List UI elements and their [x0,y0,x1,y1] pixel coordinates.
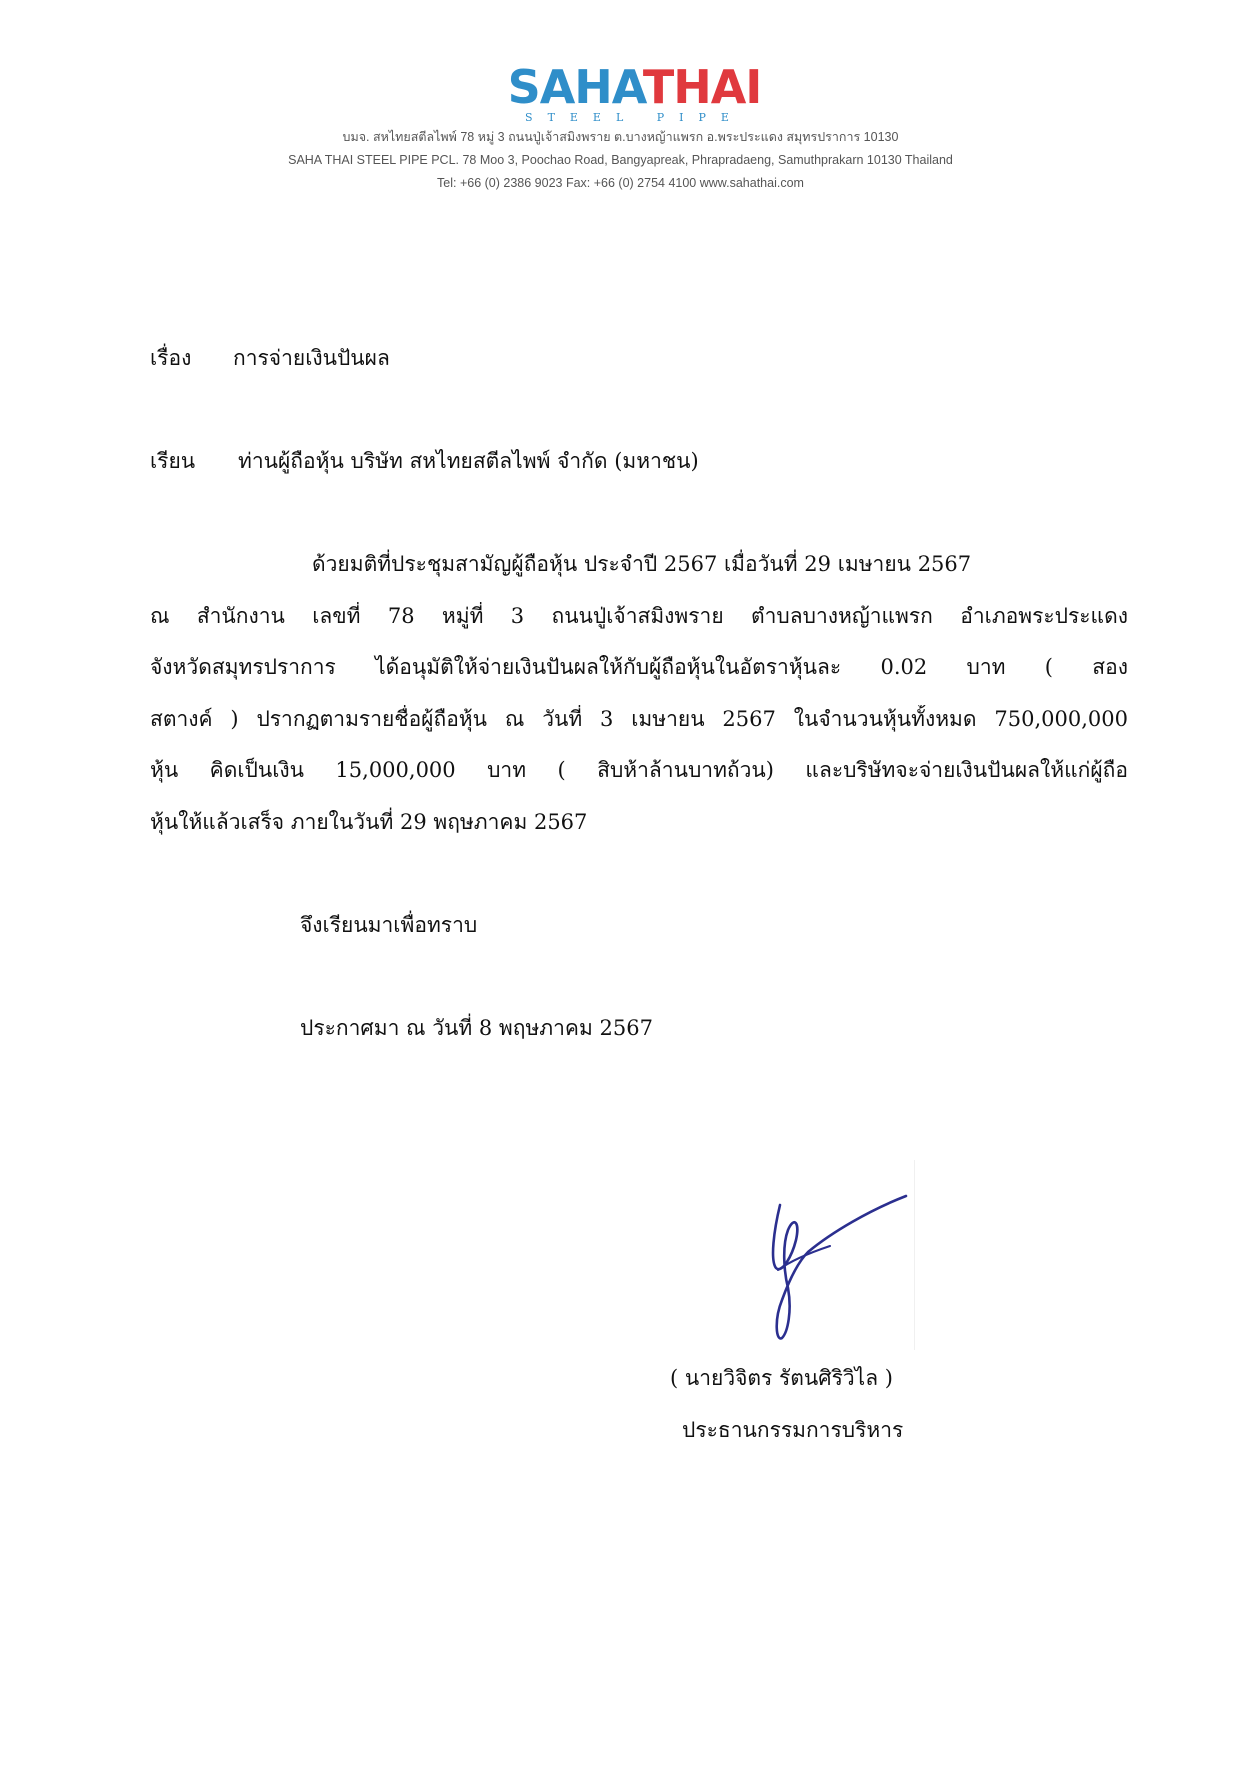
body-line: ณ สำนักงาน เลขที่ 78 หมู่ที่ 3 ถนนปู่เจ้าสมิงพราย ตำบลบางหญ้าแพรก อำเภอพระประแดง [150,604,1128,628]
contact-line: Tel: +66 (0) 2386 9023 Fax: +66 (0) 2754 4100 www.sahathai.com [437,176,804,190]
subject-text: การจ่ายเงินปันผล [233,346,390,370]
recipient-label: เรียน [150,449,196,473]
body-line: จังหวัดสมุทรปราการ ได้อนุมัติให้จ่ายเงินปันผลให้กับผู้ถือหุ้นในอัตราหุ้นละ 0.02 บาท ( สอง [150,655,1128,679]
closing-text: จึงเรียนมาเพื่อทราบ [300,913,478,937]
company-logo [485,60,785,126]
logo-wordmark [485,60,785,114]
body-line: สตางค์ ) ปรากฏตามรายชื่อผู้ถือหุ้น ณ วันที่ 3 เมษายน 2567 ในจำนวนหุ้นทั้งหมด 750,000,000 [150,707,1128,731]
signatory-title: ประธานกรรมการบริหาร [682,1418,904,1442]
body-line: หุ้นให้แล้วเสร็จ ภายในวันที่ 29 พฤษภาคม 2567 [150,810,588,834]
address-thai: บมจ. สหไทยสตีลไพพ์ 78 หมู่ 3 ถนนปู่เจ้าสมิงพราย ต.บางหญ้าแพรก อ.พระประแดง สมุทรปราการ 10130 [342,130,899,144]
letterhead [0,60,1241,195]
handwritten-signature [752,1160,914,1350]
body-line: หุ้น คิดเป็นเงิน 15,000,000 บาท ( สิบห้าล้านบาทถ้วน) และบริษัทจะจ่ายเงินปันผลให้แก่ผู้ถือ [150,758,1128,782]
signatory-name: ( นายวิจิตร รัตนศิริวิไล ) [670,1366,893,1390]
signature-image [752,1160,915,1350]
announcement-date: ประกาศมา ณ วันที่ 8 พฤษภาคม 2567 [300,1016,653,1040]
logo-wordmark-thai: THAI [642,60,762,114]
logo-subtitle: STEEL PIPE [525,111,744,124]
recipient-text: ท่านผู้ถือหุ้น บริษัท สหไทยสตีลไพพ์ จำกัด (มหาชน) [238,449,699,473]
subject-label: เรื่อง [150,346,192,370]
logo-wordmark-saha: SAHA [507,60,643,114]
body-line: ด้วยมติที่ประชุมสามัญผู้ถือหุ้น ประจำปี 2567 เมื่อวันที่ 29 เมษายน 2567 [312,552,972,576]
address-english: SAHA THAI STEEL PIPE PCL. 78 Moo 3, Poochao Road, Bangyapreak, Phrapradaeng, Samuthprakarn 10130 Thailand [288,153,953,167]
